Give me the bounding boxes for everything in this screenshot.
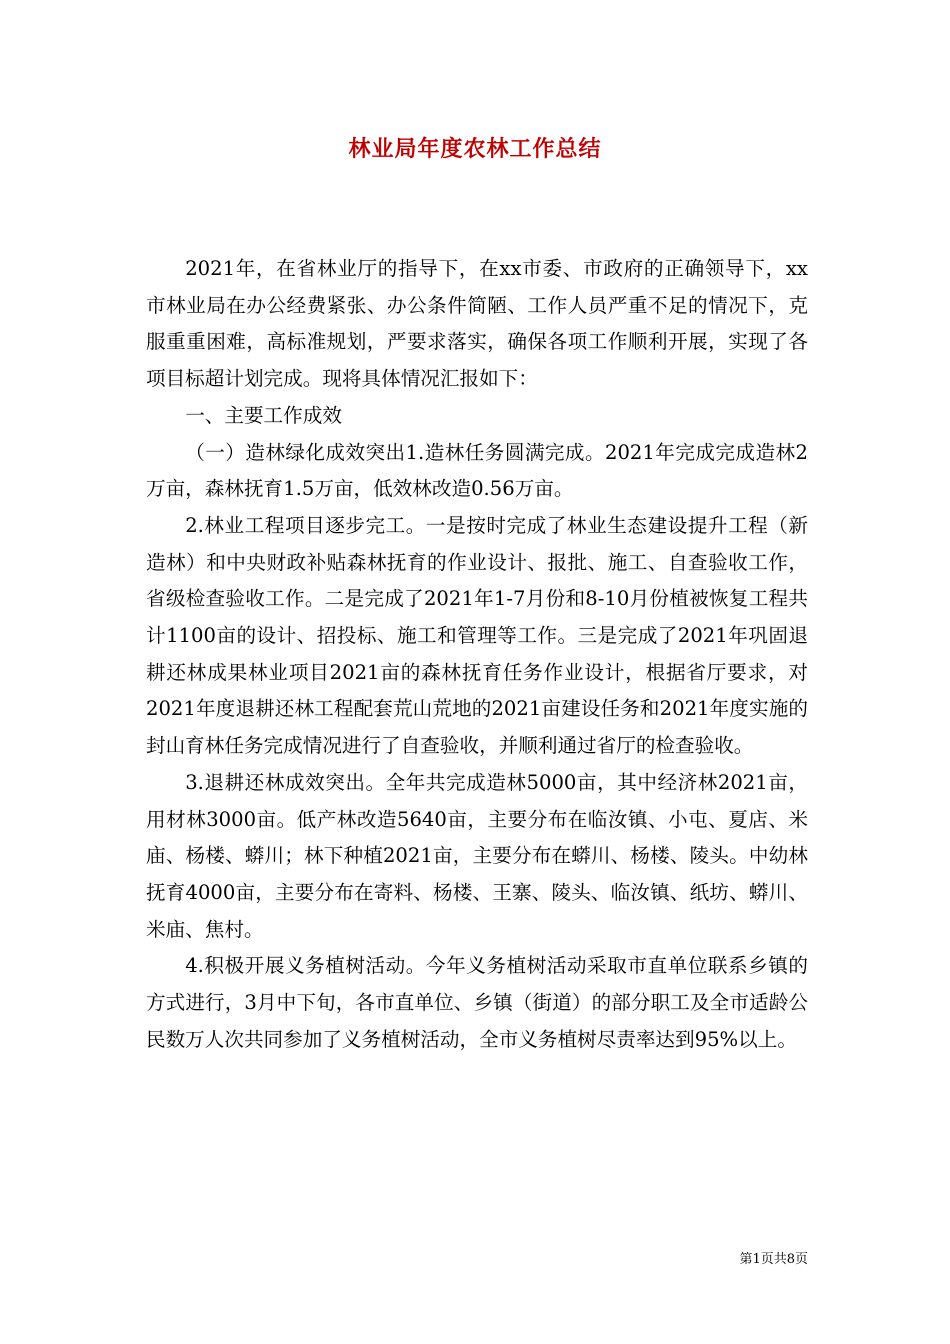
document-title: 林业局年度农林工作总结 — [348, 137, 602, 162]
intro-paragraph: 2021年，在省林业厅的指导下，在xx市委、市政府的正确领导下，xx市林业局在办公经费紧张、办公条件简陋、工作人员严重不足的情况下，克服重重困难，高标准规划，严要求落实，确保各项工作顺利开展，实现了各项目标超计划完成。现将具体情况汇报如下： — [146, 257, 808, 391]
page-number: 第1页共8页 — [739, 1252, 808, 1267]
project-paragraph: 2.林业工程项目逐步完工。一是按时完成了林业生态建设提升工程（新造林）和中央财政补贴森林抚育的作业设计、报批、施工、自查验收工作，省级检查验收工作。二是完成了2021年1-7月份和8-10月份植被恢复工程共计1100亩的设计、招投标、施工和管理等工作。三是完成了2021年巩固退耕还林成果林业项目2021亩的森林抚育任务作业设计，根据省厅要求，对2021年度退耕还林工程配套荒山荒地的2021亩建设任务和2021年度实施的封山育林任务完成情况进行了自查验收，并顺利通过省厅的检查验收。 — [146, 513, 808, 758]
grain-to-green-paragraph: 3.退耕还林成效突出。全年共完成造林5000亩，其中经济林2021亩，用材林3000亩。低产林改造5640亩，主要分布在临汝镇、小屯、夏店、米庙、杨楼、蟒川；林下种植2021亩，主要分布在蟒川、杨楼、陵头。中幼林抚育4000亩，主要分布在寄料、杨楼、王寨、陵头、临汝镇、纸坊、蟒川、米庙、焦村。 — [146, 770, 808, 941]
tree-planting-paragraph: 4.积极开展义务植树活动。今年义务植树活动采取市直单位联系乡镇的方式进行，3月中下旬，各市直单位、乡镇（街道）的部分职工及全市适龄公民数万人次共同参加了义务植树活动，全市义务植树尽责率达到95%以上。 — [146, 954, 808, 1051]
subsection-paragraph: （一）造林绿化成效突出1.造林任务圆满完成。2021年完成完成造林2万亩，森林抚育1.5万亩，低效林改造0.56万亩。 — [146, 440, 808, 501]
document-body — [146, 251, 808, 1058]
section-heading: 一、主要工作成效 — [185, 403, 342, 427]
